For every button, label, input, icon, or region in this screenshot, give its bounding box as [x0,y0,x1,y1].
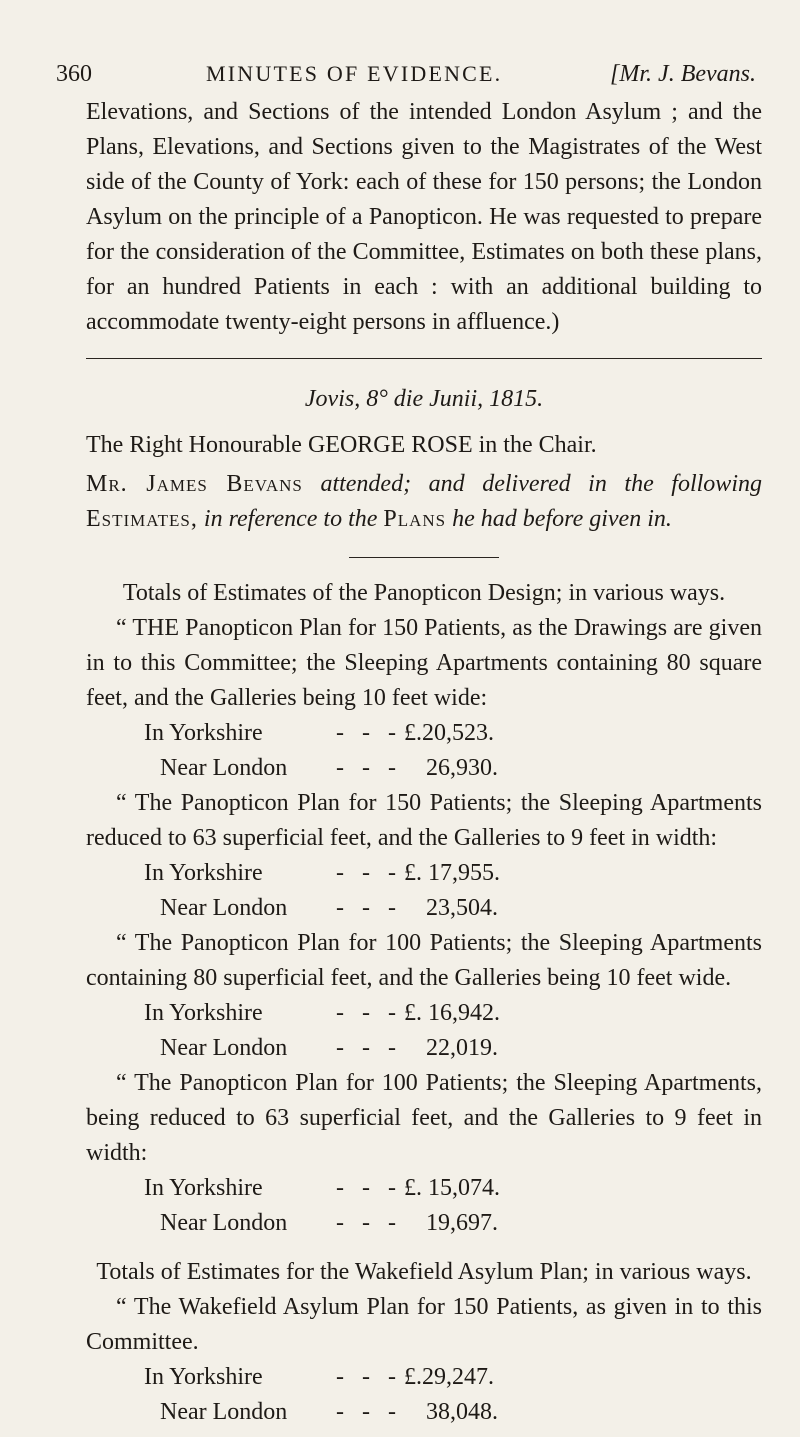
estimate-amount: £.20,523. [404,720,494,746]
estimate-location: In Yorkshire [144,1000,263,1026]
estimate-description: “ The Panopticon Plan for 150 Patients; the Sleeping Apartments reduced to 63 superficial feet, and the Galleries to 9 feet in width: [86,790,762,851]
estimate-location: In Yorkshire [144,720,263,746]
dash-leader: - - - [336,1364,402,1390]
estimate-location: Near London [160,895,288,921]
attendance-text-2: in reference to the [197,506,384,532]
estimate-description: “ The Panopticon Plan for 100 Patients; the Sleeping Apartments containing 80 superficial feet, and the Galleries being 10 feet wide. [86,930,762,991]
estimate-row-yorkshire [86,716,762,751]
estimate-row-yorkshire [86,996,762,1031]
estimate-amount: £. 16,942. [404,1000,500,1026]
date-line: Jovis, 8° die Junii, 1815. [304,386,544,412]
estimate-row-london [86,1395,762,1430]
estimate-location: In Yorkshire [144,860,263,886]
estimate-description: “ THE Panopticon Plan for 150 Patients, as the Drawings are given in to this Committee; the Sleeping Apartments containing 80 square feet, and the Galleries being 10 feet wide: [86,615,762,711]
estimate-location: Near London [160,1035,288,1061]
estimate-row-london [86,891,762,926]
estimate-amount: 19,697. [426,1210,498,1236]
dash-leader: - - - [336,1175,402,1201]
estimate-amount: £. 17,955. [404,860,500,886]
estimate-row-london [86,1031,762,1066]
attendance-text-3: he had before given in. [446,506,672,532]
page-body [86,95,762,1430]
estimate-row-london [86,751,762,786]
estimates-word: Estimates, [86,506,198,532]
estimate-description: “ The Wakefield Asylum Plan for 150 Patients, as given in to this Committee. [86,1294,762,1355]
estimate-description: “ The Panopticon Plan for 100 Patients; the Sleeping Apartments, being reduced to 63 superficial feet, and the Galleries to 9 feet in width: [86,1070,762,1166]
section-rule [86,358,762,359]
estimate-row-yorkshire [86,856,762,891]
intro-paragraph: Elevations, and Sections of the intended London Asylum ; and the Plans, Elevations, and Sections given to the Magistrates of the West side of the County of York: each of these for 150 persons; the London Asylum on the principle of a Panopticon. He was requested to prepare for the consideration of the Committee, Estimates on both these plans, for an hundred Patients in each : with an additional building to accommodate twenty-eight persons in affluence.) [86,99,762,335]
estimate-location: Near London [160,1210,288,1236]
estimate-amount: 38,048. [426,1399,498,1425]
chair-line: The Right Honourable GEORGE ROSE in the Chair. [86,432,597,458]
short-rule [349,557,499,558]
panopticon-heading: Totals of Estimates of the Panopticon Design; in various ways. [122,580,726,606]
running-title: MINUTES OF EVIDENCE. [206,61,503,86]
attendance-text: attended; and delivered in the following [302,471,762,497]
estimate-amount: 22,019. [426,1035,498,1061]
estimate-location: Near London [160,1399,288,1425]
estimate-row-yorkshire [86,1171,762,1206]
dash-leader: - - - [336,895,402,921]
witness-name: Mr. James Bevans [86,471,303,497]
plans-word: Plans [383,506,447,532]
dash-leader: - - - [336,1210,402,1236]
dash-leader: - - - [336,1000,402,1026]
estimate-amount: 23,504. [426,895,498,921]
dash-leader: - - - [336,755,402,781]
running-speaker: [Mr. J. Bevans. [610,61,756,87]
dash-leader: - - - [336,1035,402,1061]
attendance-paragraph [86,467,762,537]
estimate-location: In Yorkshire [144,1364,263,1390]
dash-leader: - - - [336,1399,402,1425]
estimate-amount: £.29,247. [404,1364,494,1390]
estimate-location: In Yorkshire [144,1175,263,1201]
estimate-amount: 26,930. [426,755,498,781]
estimate-row-london [86,1206,762,1241]
estimate-amount: £. 15,074. [404,1175,500,1201]
page-number: 360 [56,61,92,87]
dash-leader: - - - [336,720,402,746]
estimate-location: Near London [160,755,288,781]
dash-leader: - - - [336,860,402,886]
estimate-row-yorkshire [86,1360,762,1395]
wakefield-heading: Totals of Estimates for the Wakefield Asylum Plan; in various ways. [96,1259,752,1285]
